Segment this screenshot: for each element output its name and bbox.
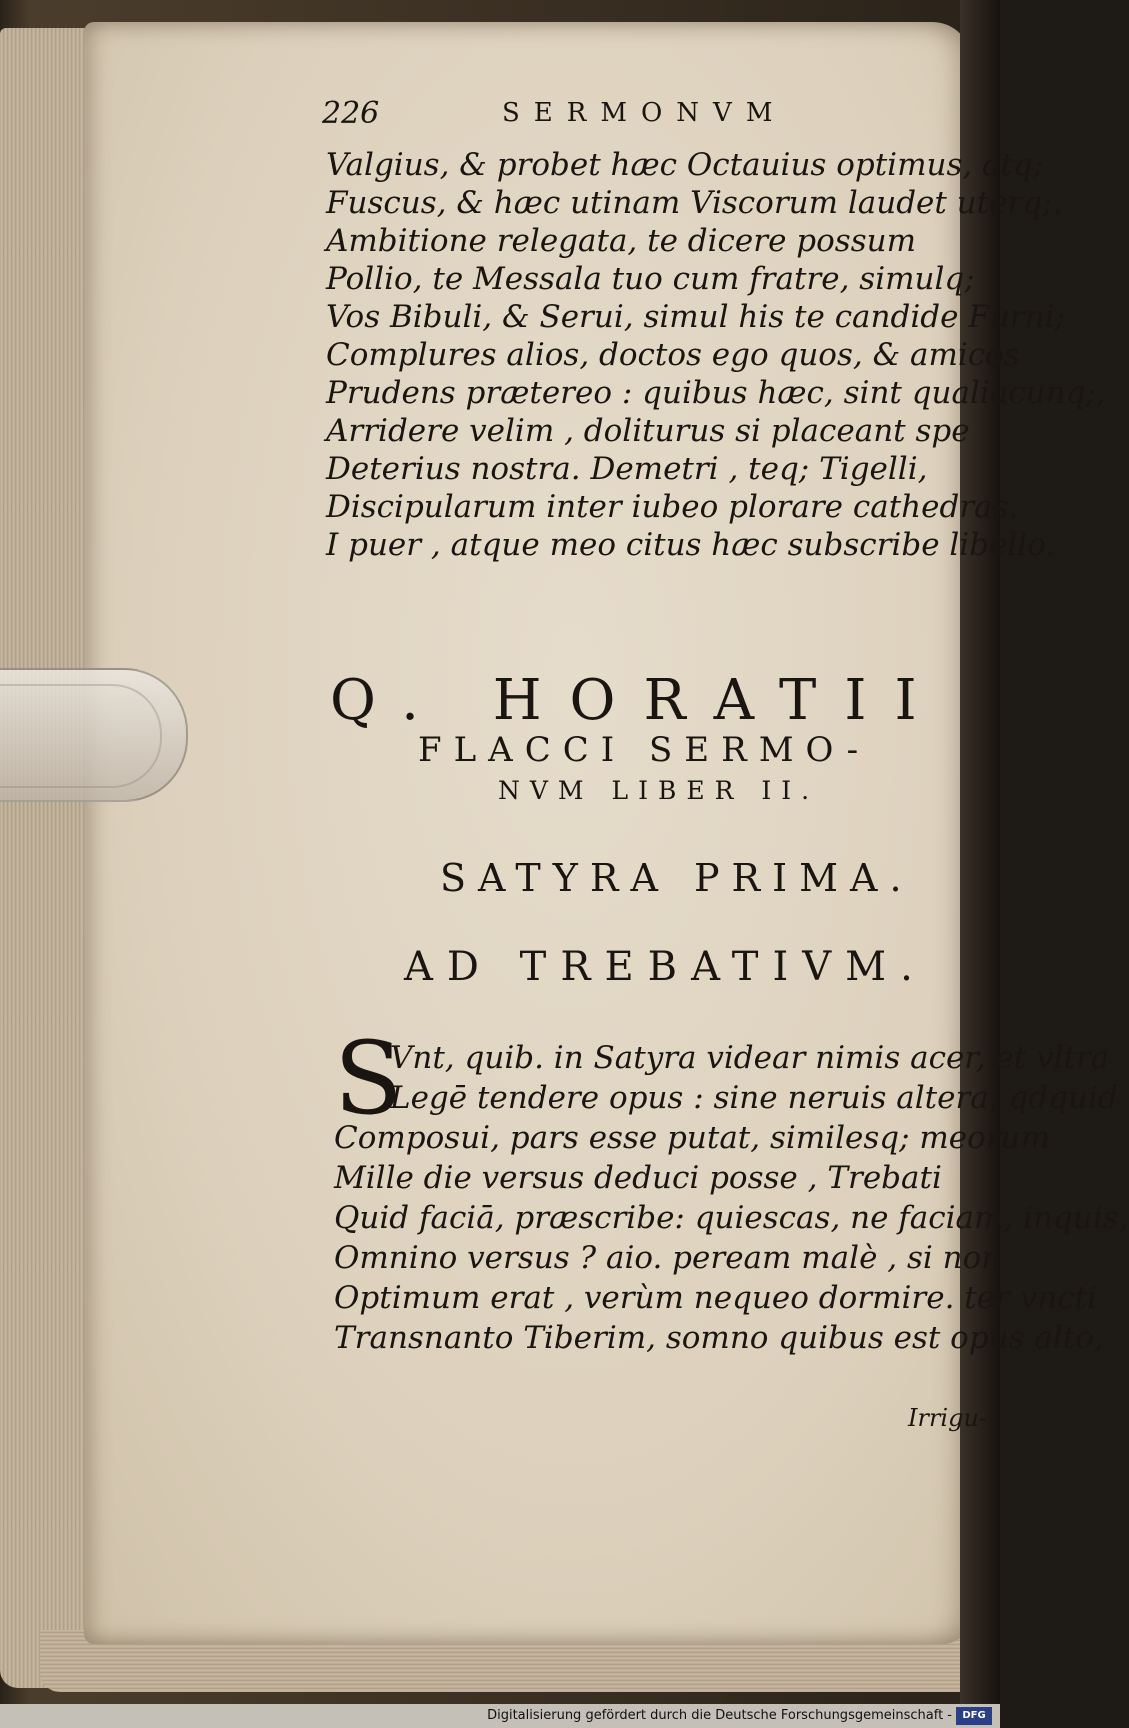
- heading-subtitle: FLACCI SERMO-: [418, 730, 871, 770]
- drop-cap: S: [334, 1020, 403, 1137]
- verse-line: Vos Bibuli, & Serui, simul his te candide Furni;: [326, 299, 1065, 335]
- verse-line: Ambitione relegata, te dicere possum: [326, 223, 916, 259]
- satire-line: Transnanto Tiberim, somno quibus est opus alto,: [334, 1320, 1104, 1356]
- heading-title: Q. HORATII: [330, 668, 945, 733]
- verse-line: Valgius, & probet hæc Octauius optimus, atq;: [326, 147, 1044, 183]
- page-edges: [0, 28, 92, 1688]
- page-clip: [0, 668, 188, 802]
- satire-line: Omnino versus ? aio. peream malè , si non: [334, 1240, 1002, 1276]
- page-number: 226: [322, 96, 380, 131]
- heading-book: NVM LIBER II.: [498, 776, 820, 805]
- verse-line: Complures alios, doctos ego quos, & amicos: [326, 337, 1020, 373]
- verse-line: Arridere velim , doliturus si placeant spe: [326, 413, 970, 449]
- verse-line: Deterius nostra. Demetri , teq; Tigelli,: [326, 451, 928, 487]
- satire-line: Vnt, quib. in Satyra videar nimis acer, et vltra: [390, 1040, 1110, 1076]
- verse-line: Discipularum inter iubeo plorare cathedras.: [326, 489, 1019, 525]
- footer-credit: Digitalisierung gefördert durch die Deutsche Forschungsgemeinschaft -: [487, 1708, 952, 1723]
- satire-line: Quid faciā, præscribe: quiescas, ne faciam, inquis,: [334, 1200, 1129, 1236]
- heading-ad: AD TREBATIVM.: [404, 944, 927, 990]
- verse-line: Prudens prætereo : quibus hæc, sint qualiacunq;,: [326, 375, 1106, 411]
- satire-line: Optimum erat , verùm nequeo dormire. ter vncti: [334, 1280, 1097, 1316]
- dfg-logo: DFG: [956, 1707, 992, 1725]
- running-title: SERMONVM: [502, 98, 787, 128]
- verse-block: [326, 146, 1106, 564]
- catchword: Irrigu-: [908, 1404, 988, 1432]
- satire-line: Composui, pars esse putat, similesq; meorum: [334, 1120, 1050, 1156]
- footer-bar: [0, 1704, 1000, 1728]
- satire-line: Legē tendere opus : sine neruis altera, qdquid: [390, 1080, 1118, 1116]
- verse-line: I puer , atque meo citus hæc subscribe libello.: [326, 527, 1056, 563]
- satire-line: Mille die versus deduci posse , Trebati: [334, 1160, 942, 1196]
- verse-line: Fuscus, & hæc utinam Viscorum laudet uterq;.: [326, 185, 1063, 221]
- verse-line: Pollio, te Messala tuo cum fratre, simulq;: [326, 261, 975, 297]
- running-head: [322, 96, 922, 136]
- heading-satyra: SATYRA PRIMA.: [440, 856, 914, 900]
- satire-block: [334, 1038, 1129, 1358]
